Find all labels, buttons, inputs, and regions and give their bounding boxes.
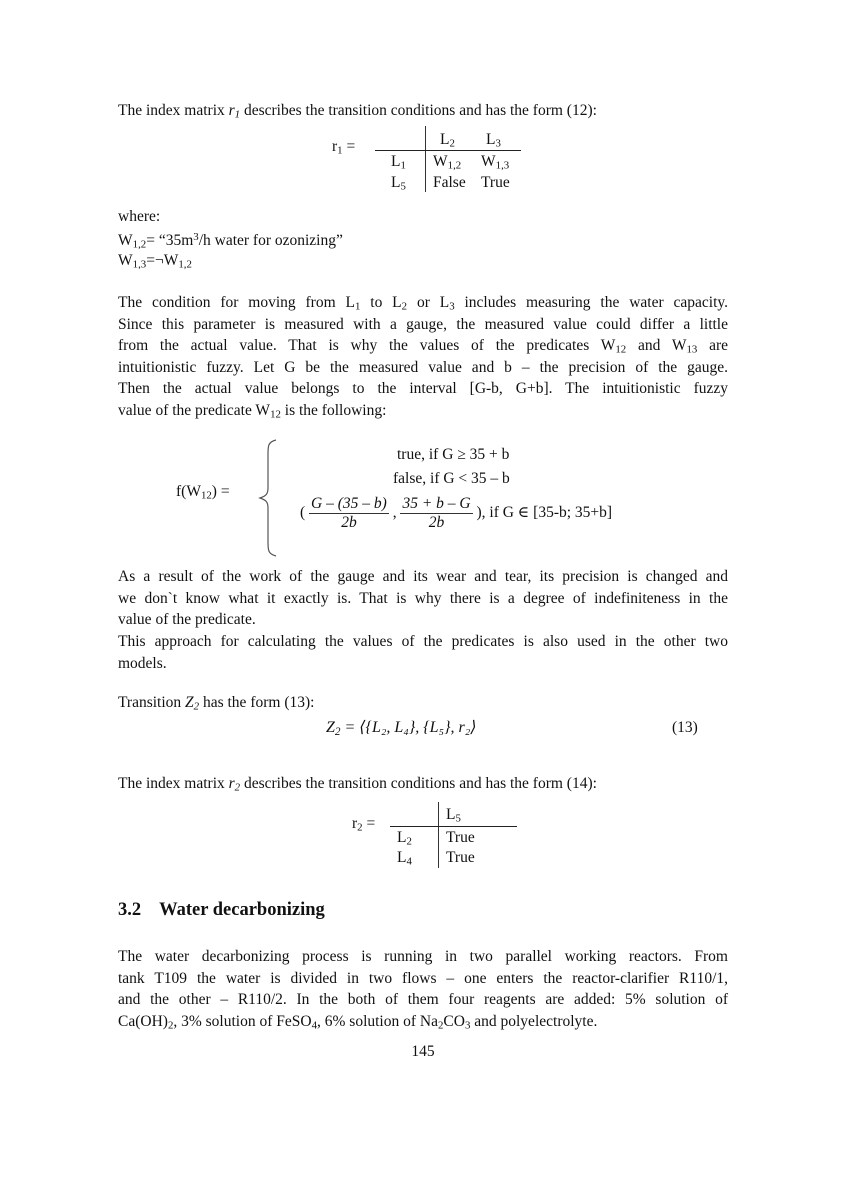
definition-w12: $W_{1,2}=$ “$35m^3/h$ water for ozonizing” [118,231,343,251]
where-label: where: [118,208,161,225]
section-heading [118,900,325,921]
row-header: $L_1$ [391,153,406,172]
paragraph-approach: This approach for calculating the values of the predicates is also used in the other two models. [118,633,728,672]
case-interval: ( $\frac{G - (35 - b)}{2b}$ , $\frac{35 + b - G}{2b}$ ), if G ∈ [35-b; 35+b] [300,495,613,531]
paragraph-transition-z2: Transition $Z_2$ has the form (13): [118,694,315,713]
row-header: $L_2$ [397,829,412,848]
fraction-nonmembership: $\frac{35 + b - G}{2b}$ [402,495,471,531]
matrix-cell: False [433,174,466,191]
paragraph-decarbonizing: The water decarbonizing process is running in two parallel working reactors. From tank T109 the water is divided in two flows – one enters the reactor-clarifier R110/1, and the other – R110/2. In the both of them four reagents are added: 5% solution of $Ca(OH)_2$, 3% solution of FeSO$_4$, 6% solution of $Na_2CO_3$ and polyelectrolyte. [118,948,728,1032]
matrix-cell: True [446,829,475,846]
row-header: $L_4$ [397,849,412,868]
paragraph-condition: The condition for moving from $L_1$ to $L_2$ or $L_3$ includes measuring the water capacity. Since this parameter is measured with a gauge, the measured value could differ a little from the actual value. That is why the values of the predicates $W_{12}$ and $W_{13}$ are intuitionistic fuzzy. Let G be the measured value and b – the precision of the gauge. Then the actual value belongs to the interval [G-b, G+b]. The intuitionistic fuzzy value of the predicate $W_{12}$ is the following: [118,294,728,421]
matrix-label: $r_1$ = [332,138,356,157]
section-title: Water decarbonizing [159,900,325,920]
matrix-cell: True [481,174,510,191]
case-false: false, if G < 35 – b [393,470,510,487]
equation-13: $Z_2$ = ⟨{L₂, L₄}, {L₅}, r₂⟩ [326,719,477,738]
page-number: 145 [411,1043,435,1060]
row-header: $L_5$ [391,174,406,193]
matrix-cell: $W_{1,3}$ [481,153,510,172]
formula-lhs: $f(W_{12})$ = [176,483,230,502]
case-true: true, if G ≥ 35 + b [397,446,510,463]
column-header: $L_2$ [440,131,455,150]
left-brace-icon [256,438,286,558]
column-header: $L_3$ [486,131,501,150]
matrix-horizontal-rule [390,826,517,827]
definition-w13: $W_{1,3}=\neg W_{1,2}$ [118,252,192,271]
column-header: $L_5$ [446,806,461,825]
paragraph-gauge-wear: As a result of the work of the gauge and its wear and tear, its precision is changed and we don`t know what it exactly is. That is why there is a degree of indefiniteness in the value of the predicate. [118,568,728,629]
symbol-r: r [228,102,235,119]
matrix-horizontal-rule [375,150,521,151]
matrix-cell: $W_{1,2}$ [433,153,462,172]
matrix-label: $r_2$ = [352,815,376,834]
paragraph-index-matrix-r1: The index matrix $r_1$ describes the transition conditions and has the form (12): [118,102,597,121]
matrix-vertical-rule [438,802,439,868]
section-number: 3.2 [118,900,142,920]
matrix-vertical-rule [425,126,426,192]
matrix-cell: True [446,849,475,866]
fraction-membership: $\frac{G - (35 - b)}{2b}$ [311,495,387,531]
equation-number: (13) [672,719,698,736]
paragraph-index-matrix-r2: The index matrix $r_2$ describes the transition conditions and has the form (14): [118,775,597,794]
